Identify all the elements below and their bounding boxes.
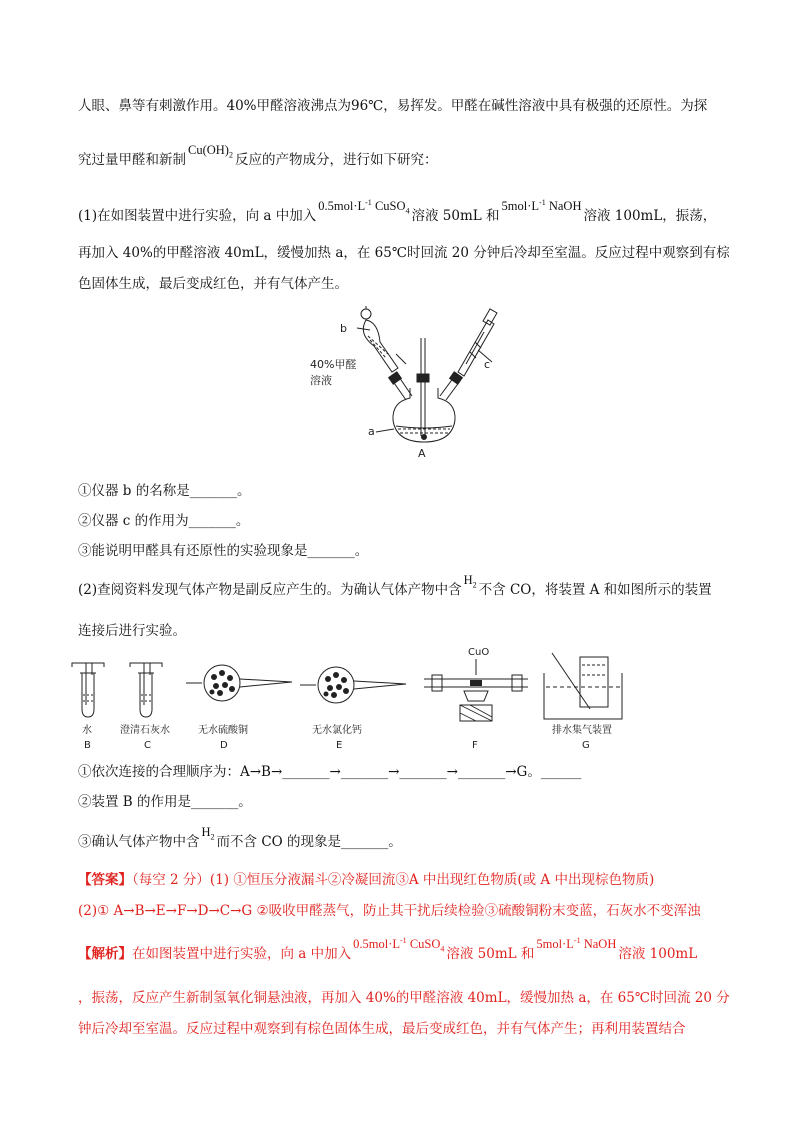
q1-text-2: 溶液 50mL 和 (411, 208, 500, 225)
cuso4-concentration: $0.5mol\cdot L^{-1}$ CuSO$_4$ (318, 198, 410, 216)
letter-E: E (336, 740, 343, 751)
q2-text: (2)查阅资料发现气体产物是副反应产生的。为确认气体产物中含 (78, 582, 462, 598)
analysis-tag: 【解析】 (78, 946, 132, 963)
intro-text: 究过量甲醛和新制 (78, 152, 186, 168)
apparatus-row-figure (60, 645, 700, 755)
q2-sub-3-text: ③确认气体产物中含 (78, 834, 200, 850)
analysis-cuso4-concentration: $0.5mol\cdot L^{-1}$ CuSO$_4$ (353, 936, 445, 954)
label-a: a (368, 425, 375, 438)
solution-label-2: 溶液 (310, 374, 332, 387)
analysis-text: 在如图装置中进行实验，向 a 中加入 (132, 946, 352, 963)
analysis-line-1 (78, 936, 698, 970)
solution-label-1: 40%甲醛 (310, 358, 357, 371)
q1-text: (1)在如图装置中进行实验，向 a 中加入 (78, 208, 317, 225)
caption-D: 无水硫酸铜 (198, 725, 248, 736)
letter-F: F (472, 740, 478, 751)
answer-line-2: (2)① A→B→E→F→D→C→G ②吸收甲醛蒸气，防止其干扰后续检验③硫酸铜粉末变蓝，石灰水不变浑浊 (78, 903, 701, 919)
q1-sub-1: ①仪器 b 的名称是_______。 (78, 483, 251, 499)
q1-sub-2: ②仪器 c 的作用为_______。 (78, 513, 250, 529)
analysis-text-3: 溶液 100mL (618, 946, 698, 963)
label-cuo: CuO (468, 647, 490, 658)
caption-G: 排水集气装置 (552, 725, 612, 736)
intro-line-1: 人眼、鼻等有刺激作用。40%甲醛溶液沸点为96℃，易挥发。甲醛在碱性溶液中具有极强的还原性。为探 (78, 98, 708, 114)
q1-line-3: 色固体生成，最后变成红色，并有气体产生。 (78, 276, 348, 292)
q1-sub-3: ③能说明甲醛具有还原性的实验现象是_______。 (78, 543, 369, 559)
caption-C: 澄清石灰水 (120, 725, 170, 736)
q2-line-2: 连接后进行实验。 (78, 623, 186, 639)
analysis-naoh-concentration: $5mol\cdot L^{-1}$ NaOH (536, 936, 617, 952)
cu-oh-2-formula: $Cu(OH)_2$ (188, 143, 233, 160)
naoh-concentration: $5mol\cdot L^{-1}$ NaOH (501, 198, 582, 214)
caption-B: 水 (82, 725, 92, 736)
letter-G: G (582, 740, 590, 751)
q2-text-2: 不含 CO，将装置 A 和如图所示的装置 (478, 582, 712, 598)
letter-D: D (220, 740, 228, 751)
q2-sub-3 (78, 825, 402, 858)
answer-line-1 (78, 870, 654, 890)
q1-text-3: 溶液 100mL，振荡， (583, 208, 717, 225)
label-A: A (418, 447, 426, 460)
q2-line-1 (78, 573, 712, 606)
q1-line-2: 再加入 40%的甲醛溶液 40mL，缓慢加热 a，在 65℃时回流 20 分钟后冷却至室温。反应过程中观察到有棕 (78, 245, 730, 261)
caption-E: 无水氯化钙 (312, 725, 362, 736)
letter-C: C (144, 740, 151, 751)
h2-formula-2: $H_2$ (201, 825, 215, 842)
letter-B: B (84, 740, 91, 751)
q2-sub-2: ②装置 B 的作用是_______。 (78, 794, 252, 810)
q2-sub-3-text-2: 而不含 CO 的现象是_______。 (216, 834, 402, 850)
q1-line-1 (78, 198, 717, 232)
label-b: b (340, 322, 347, 335)
answer-tag: 【答案】 (78, 872, 132, 888)
analysis-line-3: 钟后冷却至室温。反应过程中观察到有棕色固体生成，最后变成红色，并有气体产生；再利用装置结合 (78, 1021, 686, 1037)
q2-sub-1: ①依次连接的合理顺序为：A→B→_______→_______→_______→_______→G。______ (78, 764, 582, 780)
analysis-line-2: ，振荡，反应产生新制氢氧化铜悬浊液，再加入 40%的甲醛溶液 40mL，缓慢加热 a，在 65℃时回流 20 分 (78, 990, 730, 1006)
h2-formula: $H_2$ (463, 573, 477, 590)
label-c: c (484, 358, 491, 371)
reflux-apparatus-figure (300, 292, 510, 462)
intro-text-end: 反应的产物成分，进行如下研究： (234, 152, 438, 168)
analysis-text-2: 溶液 50mL 和 (446, 946, 535, 963)
intro-line-2 (78, 143, 438, 176)
answer-text-1: （每空 2 分）(1) ①恒压分液漏斗②冷凝回流③A 中出现红色物质(或 A 中出现棕色物质) (132, 872, 655, 888)
